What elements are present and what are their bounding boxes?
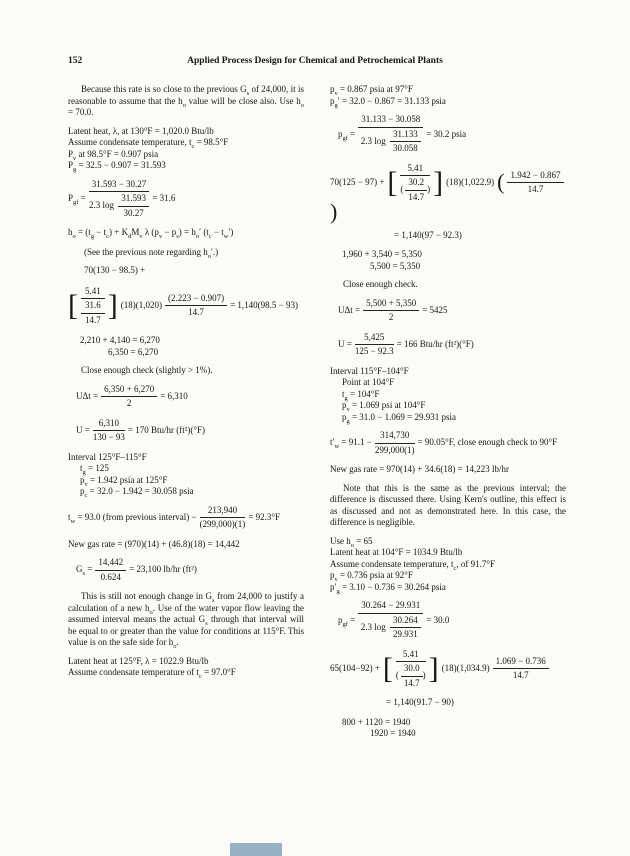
eq-middle: (18)(1,020): [120, 300, 162, 310]
text-line: Latent heat at 104°F = 1034.9 Btu/lb: [330, 547, 463, 558]
equation-rhs2-right: [330, 697, 566, 709]
right-bracket: ]: [107, 289, 118, 322]
equation-pgf-right: [330, 114, 566, 155]
sum-line: 2,210 + 4,140 = 6,270: [80, 335, 160, 345]
left-column: [68, 84, 304, 747]
open-paren: (: [395, 670, 399, 681]
data-lines-104: [330, 536, 566, 594]
equation-main2-right: [330, 649, 566, 690]
check-note: Close enough check (slightly > 1%).: [81, 365, 213, 375]
note-line: (See the previous note regarding $h_o'$.): [84, 246, 219, 260]
right-column: [330, 84, 566, 747]
fraction: [95, 557, 126, 583]
interval-block-115: [330, 366, 566, 424]
data-lines-125: [68, 656, 304, 679]
data-lines-130: [68, 126, 304, 172]
fraction-denominator: 14.7: [188, 307, 204, 318]
text-line: Assume condensate temperature of $t_c = 97.0^\circ F$: [68, 667, 236, 680]
scan-artifact: [230, 843, 282, 856]
fraction-denominator: [89, 192, 150, 219]
eq-lhs: UΔt =: [338, 304, 361, 315]
eq-lhs: $p_{gf}$ =: [338, 128, 356, 142]
inner-fraction: [390, 129, 421, 155]
fraction: [493, 656, 549, 682]
fraction-numerator: 1.069 − 0.736: [493, 656, 549, 670]
eq-rhs: = 166 Btu/hr (ft²)(°F): [396, 338, 474, 349]
inner-numerator: 30.0: [401, 663, 423, 677]
inner-fraction: [390, 615, 421, 641]
fraction-denominator: 2: [388, 312, 394, 323]
check-note: Close enough check.: [343, 279, 418, 290]
eq-lhs: U =: [76, 424, 90, 435]
fraction: [396, 649, 426, 690]
sum-line: 6,350 = 6,270: [108, 346, 159, 357]
interval-item: Point at 104°F: [342, 377, 395, 388]
fraction: [93, 418, 125, 444]
text-line: New gas rate = (970)(14) + (46.8)(18) = 14,442: [68, 538, 240, 549]
interval-title: Interval 125°F–115°F: [68, 451, 147, 462]
inner-denominator: 30.058: [393, 143, 418, 153]
fraction: [200, 505, 246, 531]
sum-line: 800 + 1120 = 1940: [342, 716, 411, 727]
inner-denominator: 30.27: [123, 207, 144, 218]
equation-main-left: [68, 285, 304, 328]
eq-prefix: 65(104−92) +: [330, 663, 380, 674]
sum-check-lines: [330, 249, 566, 272]
fraction-numerator: 14,442: [95, 557, 126, 571]
fraction-denominator: [396, 662, 426, 689]
sum-check-lines-final: [330, 717, 566, 740]
eq-rhs: = 30.0: [426, 614, 450, 625]
text-line: $p_g' = 32.0 - 0.867 = 31.133$ psia: [330, 95, 446, 109]
equation-pgf-left: [68, 179, 304, 220]
eq-rhs: = 23,100 lb/hr (ft²): [129, 564, 197, 575]
left-bracket: [: [382, 652, 393, 686]
left-bracket: [: [68, 289, 78, 322]
data-lines-97: [330, 84, 566, 107]
inner-fraction: [401, 663, 423, 689]
close-paren: ): [427, 184, 431, 195]
eq-lhs: $P_{gf}$ =: [68, 193, 86, 206]
new-gas-rate-line: [68, 539, 304, 551]
eq-middle: (18)(1,022.9): [446, 177, 495, 187]
text-line: $p_v = 0.867$ psia at 97°F: [330, 84, 413, 97]
fraction-denominator: 130 − 93: [92, 432, 125, 442]
eq-text: $h_o = (t_g - t_c) + K_dM_v$ λ $(p_v - p_s) = h_o'$ $(t_c - t_w')$: [68, 227, 234, 240]
fraction: [165, 293, 227, 319]
inner-denominator: 14.7: [403, 677, 420, 688]
stack-row: 5.41: [85, 285, 101, 296]
eq-rhs: = 92.3°F: [248, 511, 280, 522]
interval-block-125: [68, 452, 304, 498]
fraction: [400, 163, 430, 204]
fraction-denominator: 14.7: [512, 670, 529, 681]
inner-fraction: [118, 193, 149, 219]
inner-numerator: 31.593: [118, 193, 149, 207]
equation-70-line: [68, 265, 304, 277]
right-bracket: ]: [428, 652, 439, 686]
text-line: $P_v$ at 98.5°F = 0.907 psia: [68, 148, 159, 162]
equation-main-right: [330, 163, 566, 222]
fraction-denominator: 14.7: [527, 184, 544, 195]
text-line: $P_g = 32.5 - 0.907 = 31.593$: [68, 160, 166, 173]
eq-rhs: = 30.2 psia: [426, 128, 467, 139]
eq-lhs: $t_w = 93.0$ (from previous interval) −: [68, 511, 197, 525]
fraction: [89, 179, 150, 220]
open-paren: (: [400, 184, 404, 195]
open-paren: (: [497, 169, 505, 195]
eq-text: = 1,140(91.7 − 90): [386, 697, 454, 708]
interval-item: $t_g = 104^\circ F$: [342, 388, 380, 402]
text-line: New gas rate = 970(14) + 34.6(18) = 14,223 lb/hr: [330, 464, 509, 475]
fraction-numerator: 5,500 + 5,350: [363, 298, 419, 312]
fraction-numerator: 30.264 − 29.931: [358, 600, 423, 614]
eq-lhs: UΔt =: [76, 390, 99, 401]
left-bracket: [: [387, 166, 398, 199]
eq-rhs: = 31.6: [152, 193, 176, 203]
sum-line: 1920 = 1940: [370, 728, 416, 739]
fraction-numerator: 31.593 − 30.27: [89, 179, 150, 193]
sum-check-lines: [68, 335, 304, 358]
text-line: $p_v = 0.736$ psia at 92°F: [330, 570, 413, 583]
equation-tw-right: [330, 430, 566, 456]
equation-rhs-right: [330, 230, 566, 242]
fraction-denominator: 2: [126, 398, 132, 408]
fraction-numerator: 5.41: [400, 163, 430, 177]
eq-lhs: $t'_w = 91.1$ −: [330, 437, 372, 451]
eq-rhs: = 90.05°F, close enough check to 90°F: [417, 437, 558, 448]
fraction-denominator: 125 − 92.3: [354, 346, 394, 357]
inner-denominator: 29.931: [393, 629, 418, 640]
interval-item: $p_v = 1.069$ psi at 104°F: [342, 400, 426, 413]
text-line: Assume condensate temperature, $t_c$, of 91.7°F: [330, 558, 495, 572]
den-prefix: 2.3 log: [360, 135, 386, 146]
den-prefix: 2.3 log: [360, 621, 386, 632]
interval-title: Interval 115°F–104°F: [330, 365, 409, 376]
fraction: [355, 332, 394, 358]
stack-row: 31.6: [81, 298, 105, 313]
equation-tw-left: [68, 505, 304, 531]
header-title: Applied Process Design for Chemical and Petrochemical Plants: [187, 56, 443, 66]
text-line: Latent heat, λ, at 130°F = 1,020.0 Btu/lb: [68, 125, 214, 136]
fraction-numerator: 6,310: [93, 418, 125, 432]
equation-ho-definition: [68, 227, 304, 239]
equation-gs: [68, 557, 304, 583]
new-gas-rate-line: [330, 464, 566, 476]
inner-fraction: [405, 177, 427, 203]
equation-u-right: [330, 332, 566, 358]
interval-item: $p_c = 32.0 - 1.942 = 30.058$ psia: [80, 486, 194, 499]
interval-item: $p_g = 31.0 - 1.069 = 29.931$ psia: [342, 411, 456, 425]
fraction: [507, 170, 563, 196]
inner-numerator: 31.133: [390, 129, 421, 143]
page-header: [0, 56, 630, 70]
two-column-body: [0, 70, 630, 747]
equation-udt-left: [68, 384, 304, 410]
fraction-denominator: [358, 614, 423, 641]
fraction-denominator: [400, 176, 430, 203]
text-line: Latent heat at 125°F, λ = 1022.9 Btu/lb: [68, 655, 209, 666]
fraction-denominator: (299,000)(1): [199, 519, 246, 529]
fraction-numerator: 31.133 − 30.058: [358, 114, 423, 128]
inner-numerator: 30.264: [390, 615, 421, 629]
fraction-numerator: 314,730: [375, 430, 415, 444]
fraction-numerator: 5,425: [355, 332, 394, 346]
book-page: [0, 56, 630, 856]
eq-lhs: U =: [338, 338, 352, 349]
paragraph-intro: Because this rate is so close to the previous $G_s$ of 24,000, it is reasonable to assume that the $h_o$ value will be close also. Use $h_o = 70.0$.: [68, 84, 304, 117]
close-paren: ): [330, 199, 338, 224]
fraction: [101, 384, 157, 410]
fraction: [358, 600, 423, 641]
sum-line: 5,500 = 5,350: [370, 260, 421, 271]
fraction: [358, 114, 423, 155]
fraction-numerator: 6,350 + 6,270: [101, 384, 157, 398]
fraction-denominator: 0.624: [100, 571, 121, 582]
fraction: [375, 430, 415, 456]
eq-lhs: $G_s$ =: [76, 564, 93, 578]
fraction-numerator: (2.223 − 0.907): [165, 293, 227, 307]
eq-prefix: 70(125 − 97) +: [330, 177, 385, 187]
equation-udt-right: [330, 298, 566, 324]
inner-numerator: 30.2: [405, 177, 427, 191]
text-line: Use $h_o = 65$: [330, 535, 373, 549]
text-line: Assume condensate temperature, $t_c = 98.5^\circ F$: [68, 137, 229, 150]
fraction-denominator: [358, 128, 423, 155]
eq-lhs: $p_{gf}$ =: [338, 614, 356, 628]
equation-pgf2-right: [330, 600, 566, 641]
eq-text: 70(130 − 98.5) +: [84, 265, 146, 275]
page-number: 152: [68, 56, 83, 66]
fraction-numerator: 213,940: [200, 505, 246, 519]
right-bracket: ]: [433, 166, 444, 199]
inner-denominator: 14.7: [408, 191, 425, 202]
eq-middle: (18)(1,034.9): [441, 663, 490, 674]
paragraph-note: Note that this is the same as the previous interval; the difference is discussed there. Using Kern's outline, this effect is as discussed and not as demonstrated here. In this case, the difference is negligible.: [330, 482, 566, 528]
stack-row: 14.7: [81, 313, 105, 328]
fraction-numerator: 5.41: [396, 649, 426, 663]
eq-rhs: = 5425: [422, 304, 448, 315]
equation-u-left: [68, 418, 304, 444]
den-prefix: 2.3 log: [89, 200, 115, 211]
eq-rhs: = 170 Btu/hr (ft²)(°F): [127, 424, 206, 435]
fraction-denominator: 299,000(1): [374, 444, 415, 455]
fraction: [363, 298, 419, 324]
eq-text: = 1,140(97 − 92.3): [394, 229, 462, 240]
paragraph-discussion: This is still not enough change in $G_s$ from 24,000 to justify a calculation of a new $h_o$. Use of the water vapor flow leaving the assumed interval means the actual $G_s$ through that interval will be equal to or greater than the value for conditions at 115°F. This value is on the safe side for $h_o$.: [68, 591, 304, 650]
eq-rhs: = 6,310: [160, 390, 188, 401]
fraction-numerator: 1.942 − 0.867: [507, 170, 563, 184]
interval-item: $t_g = 125$: [80, 463, 109, 476]
sum-line: 1,960 + 3,540 = 5,350: [342, 249, 422, 260]
close-paren: ): [422, 670, 426, 681]
interval-item: $p_v = 1.942$ psia at 125°F: [80, 474, 168, 488]
eq-rhs: = 1,140(98.5 − 93): [230, 300, 298, 310]
text-line: $p'_g = 3.10 - 0.736 = 30.264$ psia: [330, 581, 446, 595]
triple-stack: [81, 285, 105, 328]
